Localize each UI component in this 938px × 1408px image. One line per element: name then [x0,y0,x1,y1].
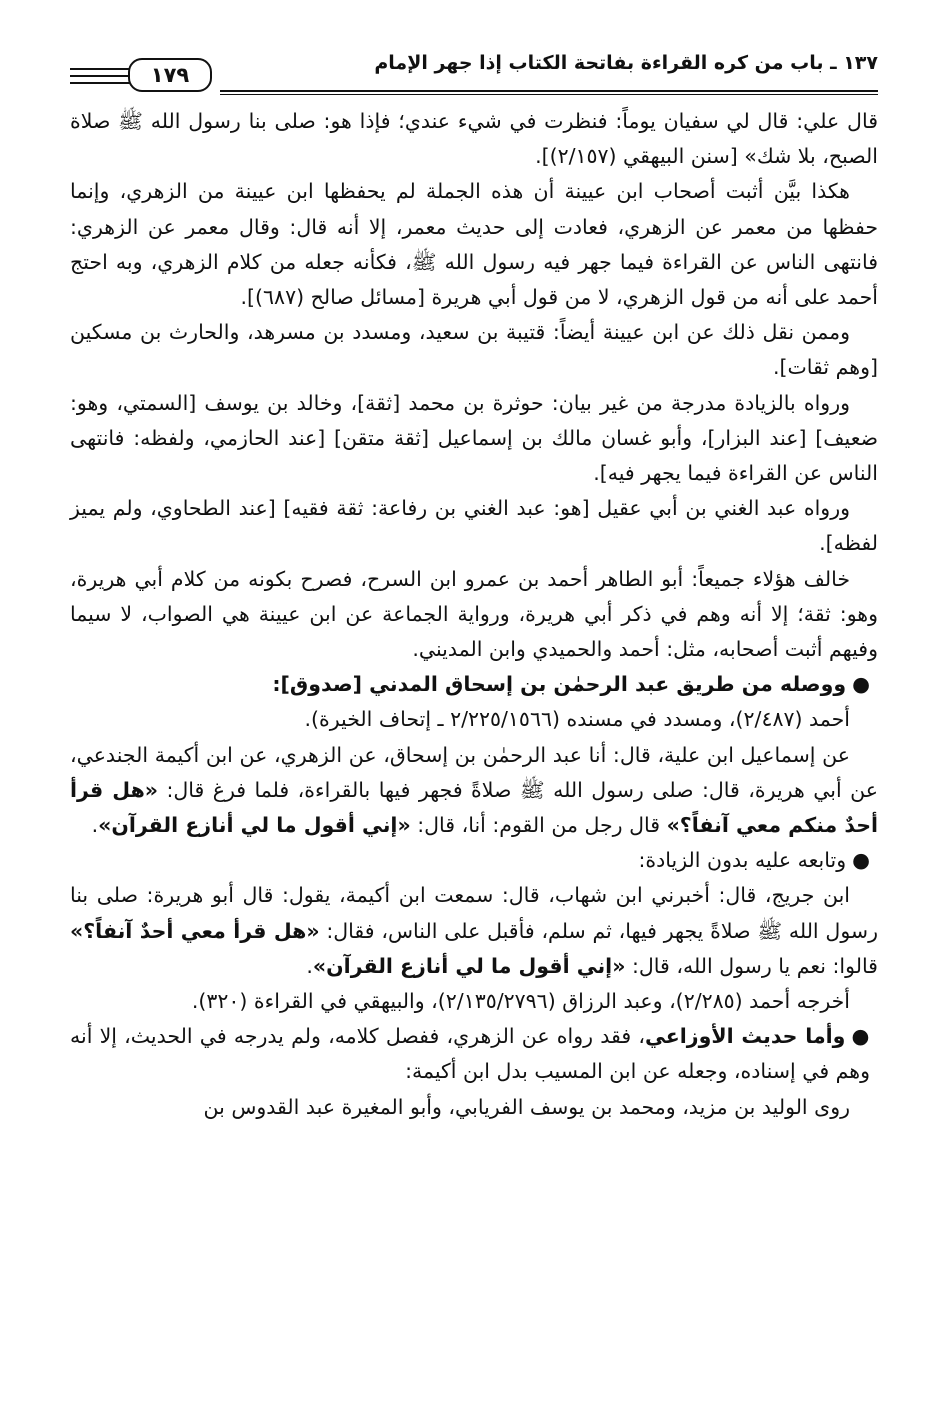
header-divider-thin [220,94,878,95]
source-citation: أخرجه أحمد (٢/٢٨٥)، وعبد الرزاق (٢/١٣٥/٢٧٩٦)، والبيهقي في القراءة (٣٢٠). [191,989,850,1014]
page-number: ١٧٩ [128,58,212,92]
page-number-ornament [70,58,220,90]
section-heading-text: وتابعه عليه بدون الزيادة: [638,848,847,873]
bullet-icon: ● [852,672,870,697]
paragraph: ورواه بالزيادة مدرجة من غير بيان: حوثرة بن محمد [ثقة]، وخالد بن يوسف [السمتي، وهو: ضعيف] [عند البزار]، وأبو غسان مالك بن إسماعيل [ثقة متقن] [عند الحازمي، ولفظه: فانتهى الناس عن القراءة فيما يجهر فيه]. [70,390,878,486]
paragraph [70,738,878,844]
section-heading [70,667,878,702]
section-heading-text: ووصله من طريق عبد الرحمٰن بن إسحاق المدني [369,672,847,697]
hadith-quote: «إني أقول ما لي أنازع القرآن» [312,953,626,978]
page-header [70,46,878,98]
source-citation: أحمد (٢/٤٨٧)، ومسدد في مسنده (٢/٢٢٥/١٥٦٦ ـ إتحاف الخيرة). [304,707,850,732]
paragraph: روى الوليد بن مزيد، ومحمد بن يوسف الفريابي، وأبو المغيرة عبد القدوس بن [203,1094,850,1119]
hadith-narration: . [91,813,99,838]
ornament-rule [70,75,130,77]
section-heading-continuation: ، فقد رواه عن الزهري، ففصل كلامه، ولم يدرجه في الحديث، إلا أنه وهم في إسناده، وجعله عن ابن المسيب بدل ابن أكيمة: [70,1024,870,1084]
paragraph: ورواه عبد الغني بن أبي عقيل [هو: عبد الغني بن رفاعة: ثقة فقيه] [عند الطحاوي، ولم يميز لفظه]. [70,496,878,556]
hadith-narration: عن إسماعيل ابن علية، قال: أنا عبد الرحمٰن بن إسحاق، عن الزهري، عن ابن أكيمة الجندعي، عن أبي هريرة، قال: صلى رسول الله ﷺ صلاةً فجهر فيها بالقراءة، فلما فرغ قال: [70,742,878,802]
hadith-narration: . [306,953,313,978]
section-heading-text: وأما حديث الأوزاعي [645,1024,846,1049]
book-page [70,46,878,1125]
paragraph: هكذا بيَّن أثبت أصحاب ابن عيينة أن هذه الجملة لم يحفظها ابن عيينة من الزهري، وإنما حفظها من معمر عن الزهري، فعادت إلى حديث معمر، إلا أنه قال: وقال معمر عن الزهري: فانتهى الناس عن القراءة فيما جهر فيه رسول الله ﷺ، فكأنه جعله من كلام الزهري، وبه احتج أحمد على أنه من قول الزهري، لا من قول أبي هريرة [مسائل صالح (٦٨٧)]. [70,179,878,310]
running-title: ١٣٧ ـ باب من كره القراءة بفاتحة الكتاب إذا جهر الإمام [374,52,878,74]
paragraph: قال علي: قال لي سفيان يوماً: فنظرت في شيء عندي؛ فإذا هو: صلى بنا رسول الله ﷺ صلاة الصبح، بلا شك» [سنن البيهقي (٢/١٥٧)]. [70,109,878,169]
section-heading [70,843,878,878]
paragraph [70,878,878,984]
section-heading-grade: [صدوق]: [272,672,370,697]
paragraph: وممن نقل ذلك عن ابن عيينة أيضاً: قتيبة بن سعيد، ومسدد بن مسرهد، والحارث بن مسكين [وهم ثقات]. [70,320,878,380]
hadith-quote: «إني أقول ما لي أنازع القرآن» [98,813,411,838]
hadith-narration: قالوا: نعم يا رسول الله، قال: [625,953,878,978]
ornament-rule [70,82,130,84]
header-divider [220,90,878,92]
bullet-icon: ● [851,1024,871,1049]
hadith-narration: قال رجل من القوم: أنا، قال: [410,813,667,838]
hadith-quote: «هل قرأ أحدٌ منكم معي آنفاً؟» [70,777,878,838]
page-body [70,104,878,1125]
ornament-rule [70,68,130,70]
hadith-narration: ابن جريج، قال: أخبرني ابن شهاب، قال: سمعت ابن أكيمة، يقول: قال أبو هريرة: صلى بنا رسول الله ﷺ صلاةً يجهر فيها، ثم سلم، فأقبل على الناس، فقال: [70,883,878,943]
bullet-icon: ● [852,848,870,873]
section-heading [70,1019,878,1089]
paragraph: خالف هؤلاء جميعاً: أبو الطاهر أحمد بن عمرو ابن السرح، فصرح بكونه من كلام أبي هريرة، وهو: ثقة؛ إلا أنه وهم في ذكر أبي هريرة، ورواية الجماعة عن ابن عيينة هي الصواب، لا سيما وفيهم أثبت أصحابه، مثل: أحمد والحميدي وابن المديني. [70,566,878,662]
hadith-quote: «هل قرأ معي أحدٌ آنفاً؟» [70,918,320,943]
